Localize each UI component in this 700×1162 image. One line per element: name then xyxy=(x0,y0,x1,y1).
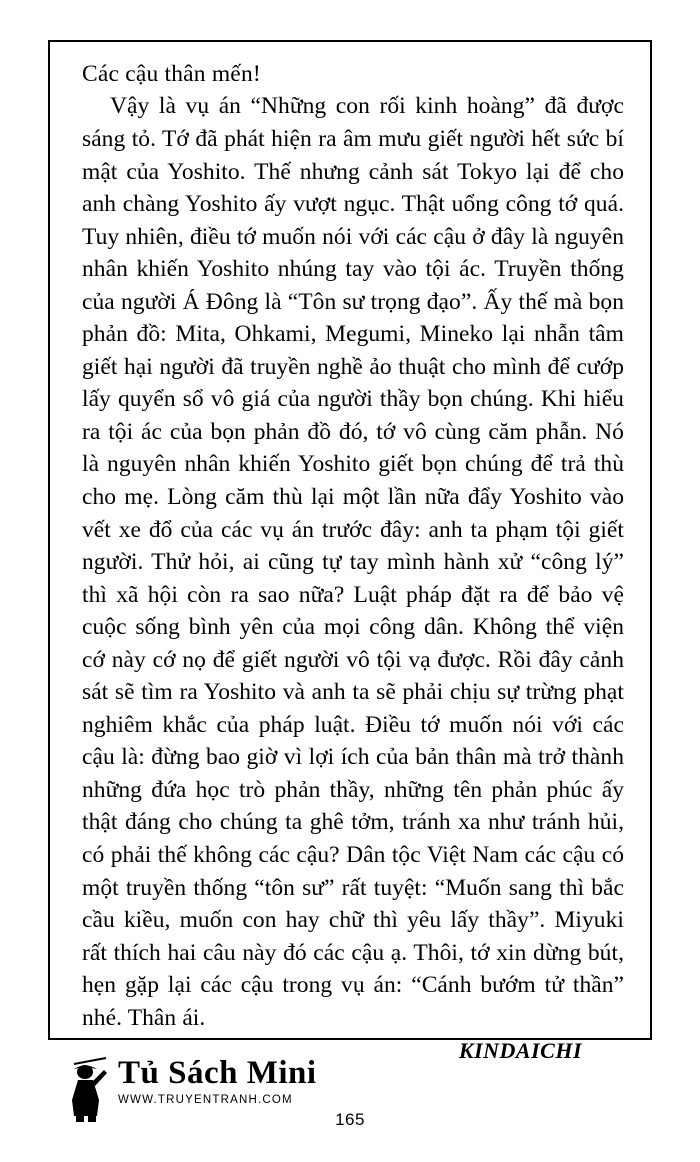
letter-salutation: Các cậu thân mến! xyxy=(82,61,261,87)
publisher-url: WWW.TRUYENTRANH.COM xyxy=(118,1093,293,1106)
page-number: 165 xyxy=(335,1110,365,1129)
page-footer xyxy=(0,1046,700,1162)
letter-signature: KINDAICHI xyxy=(458,1038,582,1064)
letter-paragraph: Vậy là vụ án “Những con rối kinh hoàng” đã được sáng tỏ. Tớ đã phát hiện ra âm mưu giết người hết sức bí mật của Yoshito. Thế nhưng cảnh sát Tokyo lại để cho anh chàng Yoshito ấy vượt ngục. Thật uổng công tớ quá. Tuy nhiên, điều tớ muốn nói với các cậu ở đây là nguyên nhân khiến Yoshito nhúng tay vào tội ác. Truyền thống của người Á Đông là “Tôn sư trọng đạo”. Ấy thế mà bọn phản đồ: Mita, Ohkami, Megumi, Mineko lại nhẫn tâm giết hại người đã truyền nghề ảo thuật cho mình để cướp lấy quyển sổ vô giá của người thầy bọn chúng. Khi hiểu ra tội ác của bọn phản đồ đó, tớ vô cùng căm phẫn. Nó là nguyên nhân khiến Yoshito giết bọn chúng để trả thù cho mẹ. Lòng căm thù lại một lần nữa đẩy Yoshito vào vết xe đổ của các vụ án trước đây: anh ta phạm tội giết người. Thử hỏi, ai cũng tự tay mình hành xử “công lý” thì xã hội còn ra sao nữa? Luật pháp đặt ra để bảo vệ cuộc sống bình yên của mọi công dân. Không thể viện cớ này cớ nọ để giết người vô tội vạ được. Rồi đây cảnh sát sẽ tìm ra Yoshito và anh ta sẽ phải chịu sự trừng phạt nghiêm khắc của pháp luật. Điều tớ muốn nói với các cậu là: đừng bao giờ vì lợi ích của bản thân mà trở thành những đứa học trò phản thầy, những tên phản phúc ấy thật đáng cho chúng ta ghê tởm, tránh xa như tránh hủi, có phải thế không các cậu? Dân tộc Việt Nam các cậu có một truyền thống “tôn sư” rất tuyệt: “Muốn sang thì bắc cầu kiều, muốn con hay chữ thì yêu lấy thầy”. Miyuki rất thích hai câu này đó các cậu ạ. Thôi, tớ xin dừng bút, hẹn gặp lại các cậu trong vụ án: “Cánh bướm tử thần” nhé. Thân ái. xyxy=(82,93,624,1031)
publisher-name: Tủ Sách Mini xyxy=(118,1055,317,1091)
publisher-text xyxy=(118,1056,317,1106)
letter-frame xyxy=(48,40,652,1064)
letter-body xyxy=(82,58,624,1064)
